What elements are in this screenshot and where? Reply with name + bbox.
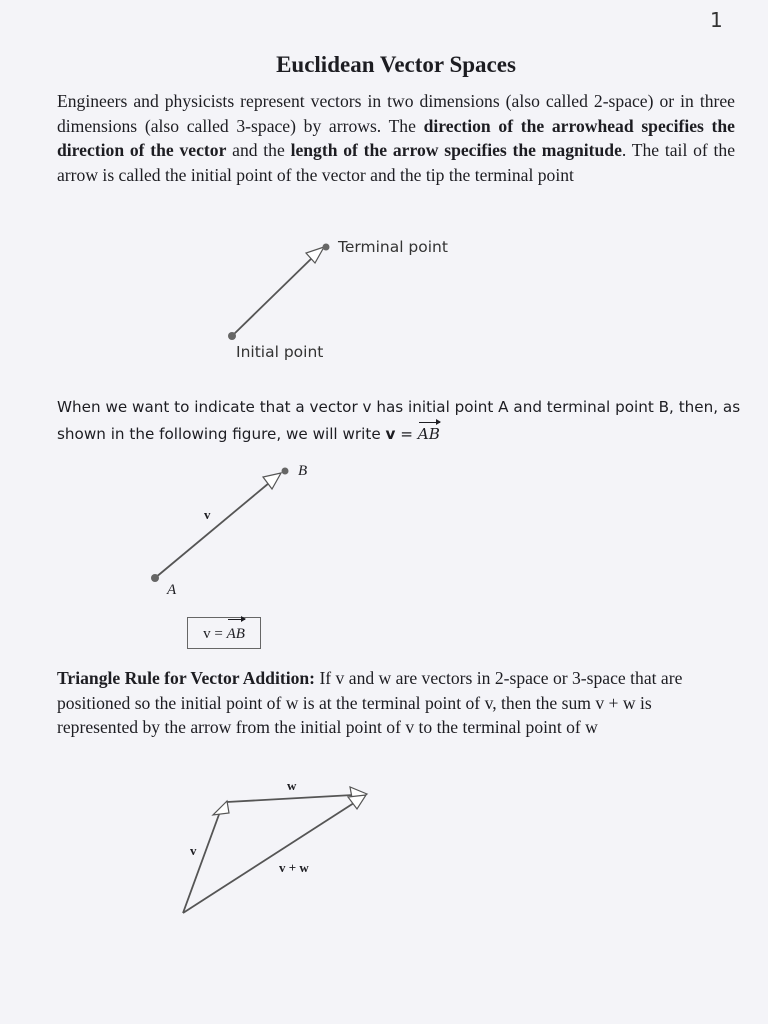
figure-initial-terminal <box>220 235 340 350</box>
label-b: B <box>298 463 308 479</box>
intro-bold-length: length of the arrow specifies the magnitude <box>290 140 622 160</box>
notation-eq: = <box>395 425 418 443</box>
initial-dot <box>228 332 236 340</box>
notation-paragraph <box>57 394 747 448</box>
intro-text-3: . The tail of the arrow is called the initial point of the vector and the tip the terminal point <box>57 140 735 185</box>
formula-box <box>187 617 261 649</box>
formula-lhs: v = <box>203 626 227 642</box>
triangle-rule-heading: Triangle Rule for Vector Addition: <box>57 668 316 688</box>
page-title: Euclidean Vector Spaces <box>276 52 516 77</box>
vector-v-arrowhead <box>213 801 229 815</box>
terminal-dot <box>323 244 330 251</box>
vector-v-shaft <box>155 483 269 578</box>
figure-triangle-rule <box>175 785 375 920</box>
vector-v <box>183 809 221 913</box>
page-number: 1 <box>710 8 723 32</box>
figure-vector-ab <box>145 460 295 585</box>
label-v-plus-w: v + w <box>279 860 309 875</box>
notation-text: When we want to indicate that a vector v has initial point A and terminal point B, then, as shown in the following figure, we will write <box>57 398 741 443</box>
label-w: w <box>287 778 297 793</box>
intro-text-1: Engineers and physicists represent vectors in two dimensions (also called 2-space) or in three dimensions (also called 3-space) by arrows. The <box>57 91 735 136</box>
vector-sum-arrowhead <box>348 795 366 809</box>
point-a-dot <box>151 574 159 582</box>
label-a: A <box>167 582 177 598</box>
vector-sum <box>183 801 357 913</box>
point-b-dot <box>282 468 289 475</box>
notation-v: v <box>385 425 396 443</box>
intro-text-2: and the <box>226 140 291 160</box>
label-v-triangle: v <box>190 843 197 858</box>
terminal-point-label: Terminal point <box>338 238 448 256</box>
triangle-rule-text: If v and w are vectors in 2-space or 3-space that are positioned so the initial point of w is at the terminal point of v, then the sum v + w is represented by the arrow from the initial point of v to the terminal point of w <box>57 668 683 737</box>
triangle-rule-paragraph <box>57 666 735 740</box>
vector-w <box>227 795 353 802</box>
intro-paragraph <box>57 89 735 187</box>
vector-shaft <box>232 257 313 336</box>
label-v: v <box>204 507 211 522</box>
initial-point-label: Initial point <box>236 343 324 361</box>
intro-bold-direction: direction of the arrowhead specifies the direction of the vector <box>57 115 735 160</box>
notation-ab: AB <box>418 421 440 448</box>
formula-ab: AB <box>227 618 245 650</box>
